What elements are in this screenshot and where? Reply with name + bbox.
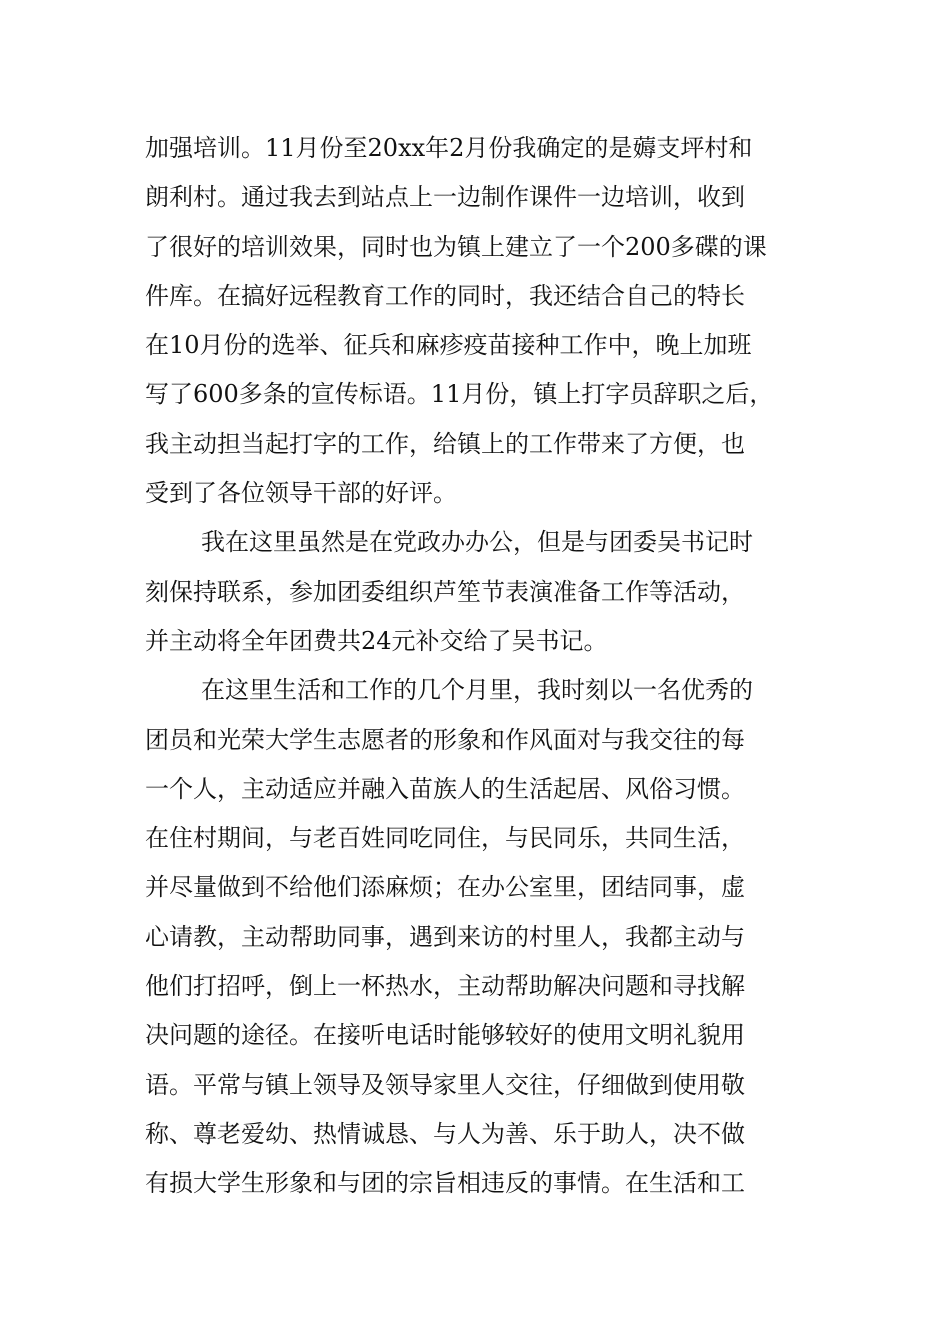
text-line: 有损大学生形象和与团的宗旨相违反的事情。在生活和工 (145, 1169, 745, 1198)
text-line: 件库。在搞好远程教育工作的同时，我还结合自己的特长 (145, 281, 745, 310)
text-line: 称、尊老爱幼、热情诚恳、与人为善、乐于助人，决不做 (145, 1119, 745, 1148)
text-line: 团员和光荣大学生志愿者的形象和作风面对与我交往的每 (145, 725, 745, 754)
text-line: 决问题的途径。在接听电话时能够较好的使用文明礼貌用 (145, 1021, 745, 1050)
text-line: 一个人，主动适应并融入苗族人的生活起居、风俗习惯。 (145, 774, 745, 803)
text-line: 语。平常与镇上领导及领导家里人交往，仔细做到使用敬 (145, 1070, 745, 1099)
text-line: 并尽量做到不给他们添麻烦；在办公室里，团结同事，虚 (145, 873, 745, 902)
text-line: 受到了各位领导干部的好评。 (145, 479, 457, 508)
text-line: 并主动将全年团费共24元补交给了吴书记。 (145, 626, 608, 655)
text-line: 在住村期间，与老百姓同吃同住，与民同乐，共同生活， (145, 824, 745, 853)
text-line: 刻保持联系，参加团委组织芦笙节表演准备工作等活动， (145, 577, 745, 606)
text-line: 了很好的培训效果，同时也为镇上建立了一个200多碟的课 (145, 232, 767, 261)
text-line: 我主动担当起打字的工作，给镇上的工作带来了方便，也 (145, 429, 745, 458)
text-line: 写了600多条的宣传标语。11月份，镇上打字员辞职之后， (145, 380, 774, 409)
document-body (145, 124, 825, 1209)
paragraph-start-line: 在这里生活和工作的几个月里，我时刻以一名优秀的 (201, 676, 753, 705)
text-line: 他们打招呼，倒上一杯热水，主动帮助解决问题和寻找解 (145, 972, 745, 1001)
text-line: 在10月份的选举、征兵和麻疹疫苗接种工作中，晚上加班 (145, 331, 752, 360)
text-line: 加强培训。11月份至20xx年2月份我确定的是薅支坪村和 (145, 134, 753, 162)
text-line: 心请教，主动帮助同事，遇到来访的村里人，我都主动与 (145, 922, 745, 951)
text-line: 朗利村。通过我去到站点上一边制作课件一边培训，收到 (145, 183, 745, 212)
paragraph-start-line: 我在这里虽然是在党政办办公，但是与团委吴书记时 (201, 528, 753, 557)
